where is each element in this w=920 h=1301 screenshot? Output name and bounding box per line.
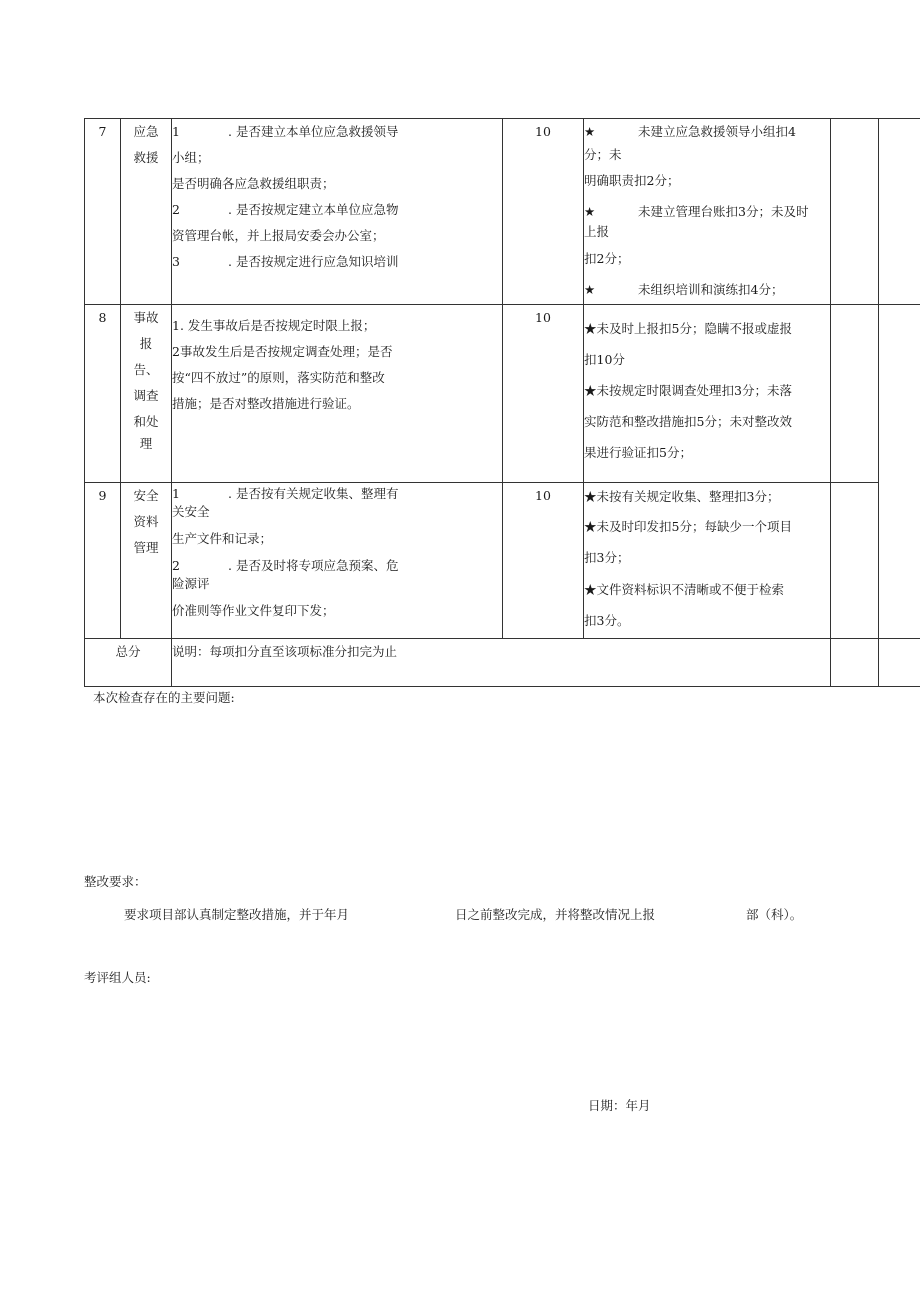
deducted-points-cell[interactable] (831, 305, 879, 483)
assessment-table (84, 118, 920, 687)
item-text: 价准则等作业文件复印下发； (172, 603, 335, 618)
actual-score-cell[interactable] (879, 119, 920, 305)
item-content (172, 119, 503, 305)
deduction-text: ★未及时印发扣5分；每缺少一个项目 (584, 519, 792, 534)
row-number: 9 (85, 483, 121, 639)
item-text: 措施；是否对整改措施进行验证。 (172, 396, 360, 411)
deducted-points-cell[interactable] (831, 483, 879, 639)
standard-score: 10 (503, 119, 584, 305)
deduction-text: 实防范和整改措施扣5分；未对整改效 (584, 414, 792, 429)
item-name (121, 305, 172, 483)
item-content (172, 305, 503, 483)
deduction-criteria (584, 305, 831, 483)
item-number: 2 (172, 558, 180, 573)
item-text: . 是否按规定进行应急知识培训 (228, 254, 399, 269)
item-content (172, 483, 503, 639)
item-text: 小组； (172, 150, 210, 165)
item-name-line: 应急 (133, 124, 159, 139)
standard-score: 10 (503, 483, 584, 639)
rectification-text-1: 要求项目部认真制定整改措施，并于年月 (124, 907, 350, 922)
deduction-text: 扣3分。 (584, 613, 630, 628)
item-name-line: 告、 (133, 362, 159, 377)
item-text: 2事故发生后是否按规定调查处理；是否 (172, 344, 393, 359)
deducted-points-cell[interactable] (831, 119, 879, 305)
deduction-text: 未组织培训和演练扣4分； (638, 282, 784, 297)
item-text: 按“四不放过”的原则，落实防范和整改 (172, 370, 385, 385)
deduction-text: 上报 (584, 224, 610, 239)
item-name-line: 报 (139, 336, 153, 351)
deduction-criteria (584, 483, 831, 639)
deduction-text: 扣10分 (584, 352, 625, 367)
item-name-line: 和处 (133, 414, 159, 429)
deduction-text: ★未按有关规定收集、整理扣3分； (584, 489, 780, 504)
item-text: . 是否建立本单位应急救援领导 (228, 124, 399, 139)
item-text: . 是否及时将专项应急预案、危 (228, 558, 399, 573)
item-text: . 是否按规定建立本单位应急物 (228, 202, 399, 217)
total-label: 总分 (85, 639, 172, 687)
item-text: 险源评 (172, 576, 210, 591)
item-name-line: 调查 (133, 388, 159, 403)
item-text: 生产文件和记录； (172, 531, 273, 546)
item-number: 1 (172, 124, 180, 139)
item-name-line: 理 (139, 436, 153, 451)
star-icon: ★ (584, 282, 596, 297)
deduction-criteria (584, 119, 831, 305)
item-text: 关安全 (172, 504, 210, 519)
rectification-text-2: 日之前整改完成，并将整改情况上报 (455, 907, 656, 922)
rectification-title: 整改要求： (84, 874, 147, 889)
item-name-line: 事故 (133, 310, 159, 325)
deduction-text: ★文件资料标识不清晰或不便于检索 (584, 582, 785, 597)
deduction-text: ★未按规定时限调查处理扣3分；未落 (584, 383, 792, 398)
deduction-text: 未建立应急救援领导小组扣4 (638, 124, 796, 139)
star-icon: ★ (584, 204, 596, 219)
item-number: 1 (172, 486, 180, 501)
deduction-text: ★未及时上报扣5分；隐瞒不报或虚报 (584, 321, 792, 336)
total-score-cell[interactable] (879, 639, 920, 687)
actual-score-cell[interactable] (879, 305, 920, 639)
total-deducted-cell[interactable] (831, 639, 879, 687)
deduction-text: 明确职责扣2分； (584, 173, 680, 188)
item-name-line: 资料 (133, 514, 159, 529)
total-row (85, 639, 920, 687)
item-text: 资管理台帐，并上报局安委会办公室； (172, 228, 385, 243)
table-row (85, 305, 920, 483)
item-text: 是否明确各应急救援组职责； (172, 176, 335, 191)
item-name (121, 119, 172, 305)
row-number: 7 (85, 119, 121, 305)
deduction-text: 未建立管理台账扣3分；未及时 (638, 204, 809, 219)
deduction-text: 分；未 (584, 147, 622, 162)
item-number: 2 (172, 202, 180, 217)
item-text: 1. 发生事故后是否按规定时限上报； (172, 318, 376, 333)
deduction-text: 扣3分； (584, 550, 630, 565)
panel-members-label: 考评组人员: (84, 970, 151, 985)
item-number: 3 (172, 254, 180, 269)
item-name-line: 救援 (133, 150, 159, 165)
deduction-text: 果进行验证扣5分； (584, 445, 692, 460)
item-name-line: 管理 (133, 540, 159, 555)
rectification-text-3: 部（科）。 (746, 907, 803, 922)
problems-label: 本次检查存在的主要问题: (93, 690, 235, 705)
item-text: . 是否按有关规定收集、整理有 (228, 486, 399, 501)
item-name (121, 483, 172, 639)
row-number: 8 (85, 305, 121, 483)
star-icon: ★ (584, 124, 596, 139)
table-row (85, 119, 920, 305)
table-row (85, 483, 920, 639)
deduction-text: 扣2分； (584, 251, 630, 266)
standard-score: 10 (503, 305, 584, 483)
date-label: 日期：年月 (588, 1098, 651, 1113)
total-note: 说明：每项扣分直至该项标准分扣完为止 (172, 639, 831, 687)
item-name-line: 安全 (133, 488, 159, 503)
